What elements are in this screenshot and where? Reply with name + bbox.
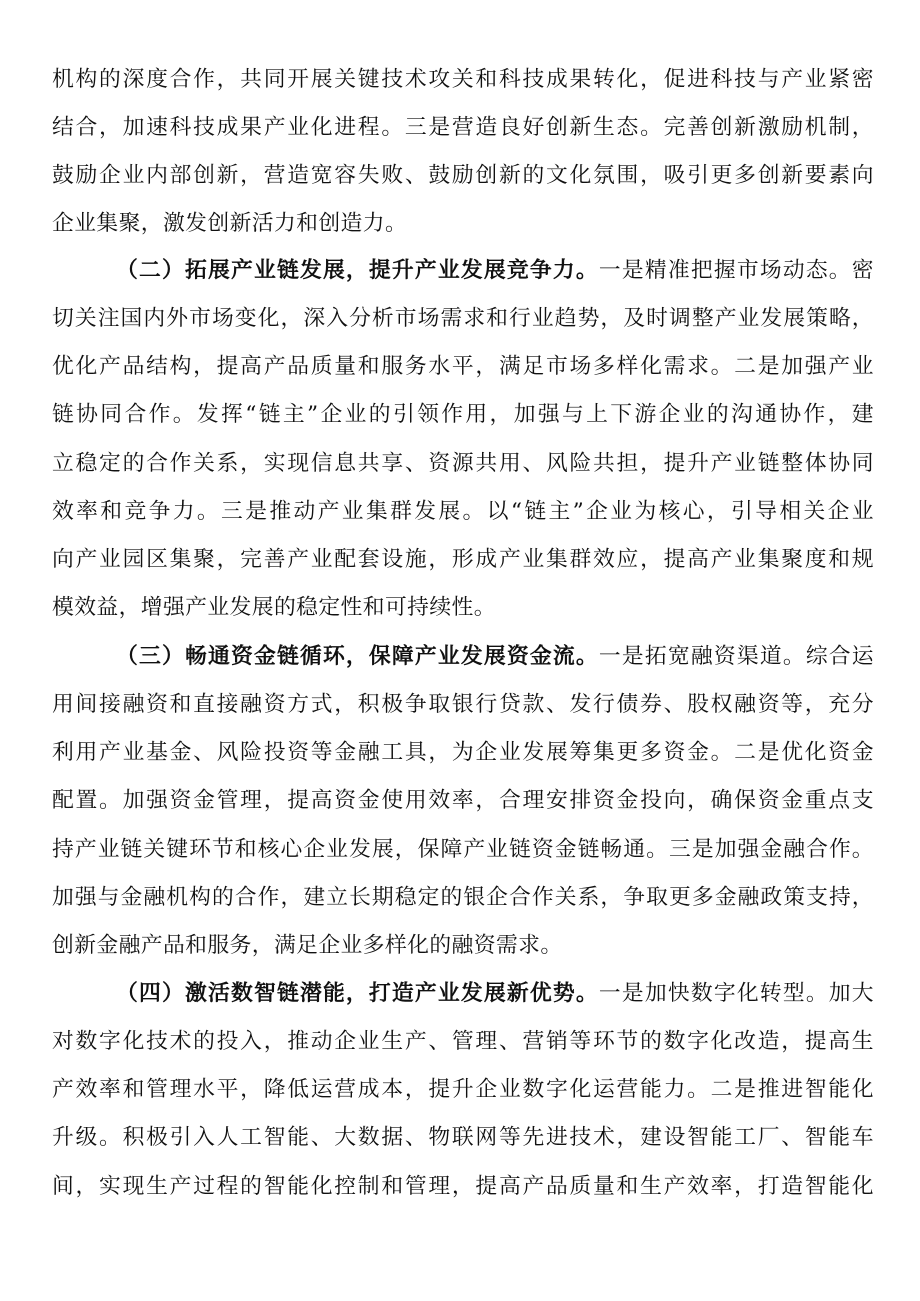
text-run: 一是加快数字化转型。加大 bbox=[598, 981, 874, 1006]
section-heading: （三）畅通资金链循环，保障产业发展资金流。 bbox=[116, 644, 599, 669]
paragraph-3 bbox=[52, 633, 874, 970]
text-line: 向产业园区集聚，完善产业配套设施，形成产业集群效应，提高产业集聚度和规 bbox=[52, 546, 874, 572]
paragraph-1 bbox=[52, 56, 874, 249]
text-line: 产效率和管理水平，降低运营成本，提升企业数字化运营能力。二是推进智能化 bbox=[52, 1077, 874, 1103]
paragraph-2 bbox=[52, 247, 874, 632]
paragraph-4 bbox=[52, 970, 874, 1211]
section-heading: （四）激活数智链潜能，打造产业发展新优势。 bbox=[116, 981, 599, 1006]
text-line: 配置。加强资金管理，提高资金使用效率，合理安排资金投向，确保资金重点支 bbox=[52, 788, 874, 814]
text-line-first bbox=[52, 633, 874, 681]
text-line: 效率和竞争力。三是推动产业集群发展。以“链主”企业为核心，引导相关企业 bbox=[52, 498, 874, 524]
text-line-first bbox=[52, 970, 874, 1018]
text-line: 企业集聚，激发创新活力和创造力。 bbox=[52, 211, 408, 237]
text-line: 结合，加速科技成果产业化进程。三是营造良好创新生态。完善创新激励机制， bbox=[52, 115, 874, 141]
text-line: 间，实现生产过程的智能化控制和管理，提高产品质量和生产效率，打造智能化 bbox=[52, 1173, 874, 1199]
text-line: 优化产品结构，提高产品质量和服务水平，满足市场多样化需求。二是加强产业 bbox=[52, 354, 874, 380]
text-line: 用间接融资和直接融资方式，积极争取银行贷款、发行债券、股权融资等，充分 bbox=[52, 692, 874, 718]
text-line: 立稳定的合作关系，实现信息共享、资源共用、风险共担，提升产业链整体协同 bbox=[52, 450, 874, 476]
text-line: 切关注国内外市场变化，深入分析市场需求和行业趋势，及时调整产业发展策略， bbox=[52, 306, 874, 332]
text-line: 升级。积极引入人工智能、大数据、物联网等先进技术，建设智能工厂、智能车 bbox=[52, 1125, 874, 1151]
text-line: 模效益，增强产业发展的稳定性和可持续性。 bbox=[52, 594, 496, 620]
text-run: 一是拓宽融资渠道。综合运 bbox=[598, 644, 874, 669]
text-line: 链协同合作。发挥“链主”企业的引领作用，加强与上下游企业的沟通协作，建 bbox=[52, 402, 874, 428]
text-line-first bbox=[52, 247, 874, 295]
text-line: 利用产业基金、风险投资等金融工具，为企业发展筹集更多资金。二是优化资金 bbox=[52, 740, 874, 766]
text-run: 一是精准把握市场动态。密 bbox=[598, 258, 874, 283]
text-line: 加强与金融机构的合作，建立长期稳定的银企合作关系，争取更多金融政策支持， bbox=[52, 884, 874, 910]
text-line: 机构的深度合作，共同开展关键技术攻关和科技成果转化，促进科技与产业紧密 bbox=[52, 67, 874, 92]
section-heading: （二）拓展产业链发展，提升产业发展竞争力。 bbox=[116, 258, 599, 283]
text-line: 持产业链关键环节和核心企业发展，保障产业链资金链畅通。三是加强金融合作。 bbox=[52, 836, 874, 862]
text-line: 对数字化技术的投入，推动企业生产、管理、营销等环节的数字化改造，提高生 bbox=[52, 1029, 874, 1055]
text-line: 创新金融产品和服务，满足企业多样化的融资需求。 bbox=[52, 932, 563, 958]
text-line: 鼓励企业内部创新，营造宽容失败、鼓励创新的文化氛围，吸引更多创新要素向 bbox=[52, 163, 874, 189]
